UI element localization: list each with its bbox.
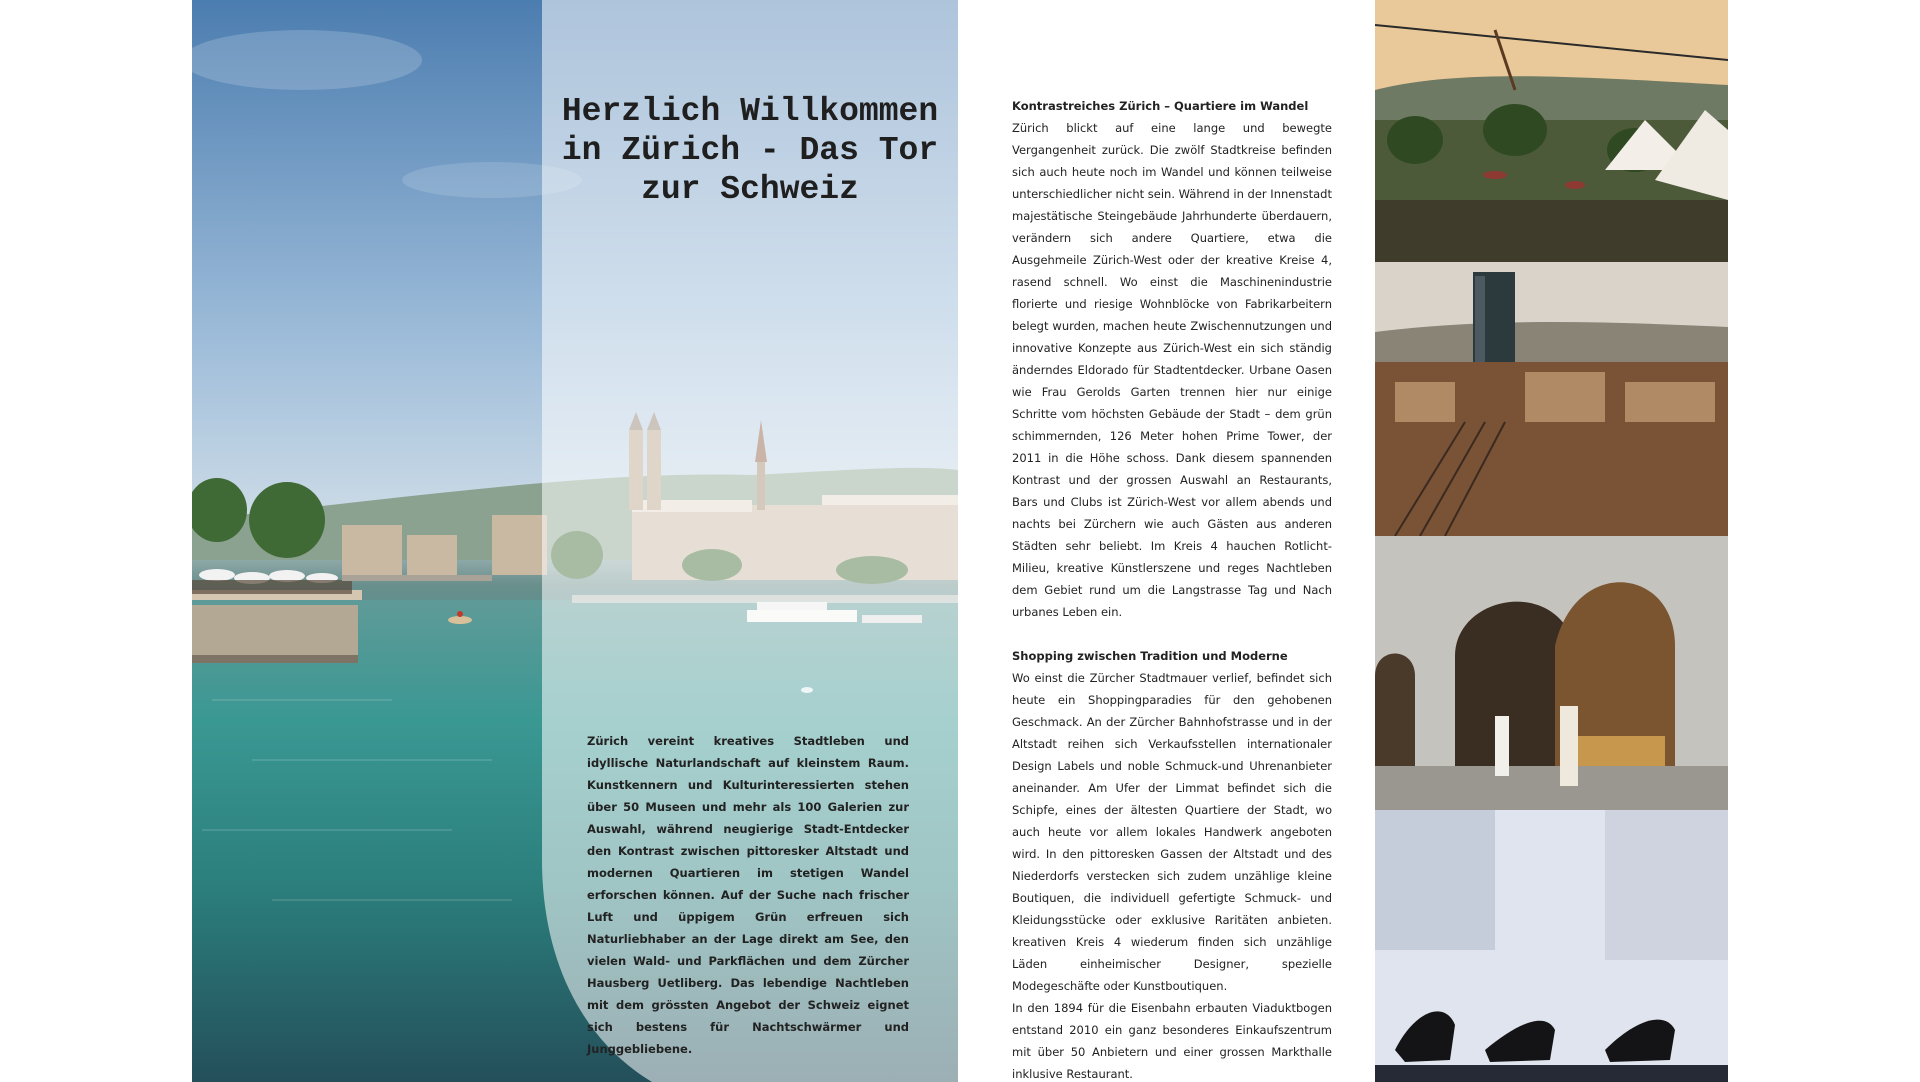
page-title: Herzlich Willkommen in Zürich - Das Tor zur Schweiz — [561, 93, 939, 208]
magazine-spread — [192, 0, 1728, 1082]
section-heading: Shopping zwischen Tradition und Moderne — [1012, 649, 1288, 663]
section-heading: Kontrastreiches Zürich – Quartiere im Wandel — [1012, 99, 1309, 113]
section-paragraph: Zürich blickt auf eine lange und bewegte Vergangenheit zurück. Die zwölf Stadtkreise befinden sich auch heute noch im Wandel und können teilweise unterschiedlicher nicht sein. Während in der Innenstadt majestätische Steingebäude Jahrhunderte überdauern, verändern sich andere Quartiere, etwa die Ausgehmeile Zürich-West oder der kreative Kreise 4, rasend schnell. Wo einst die Maschinenindustrie florierte und riesige Wohnblöcke von Fabrikarbeitern belegt wurden, machen heute Zwischennutzungen und innovative Konzepte aus Zürich-West ein sich ständig änderndes Eldorado für Stadtentdecker. Urbane Oasen wie Frau Gerolds Garten trennen hier nur einige Schritte vom höchsten Gebäude der Stadt – dem grün schimmernden, 126 Meter hohen Prime Tower, der 2011 in die Höhe schoss. Dank diesem spannenden Kontrast und der grossen Auswahl an Restaurants, Bars und Clubs ist Zürich-West vor allem abends und nachts bei Zürchern wie auch Gästen aus anderen Städten sehr beliebt. Im Kreis 4 hauchen Rotlicht-Milieu, kreative Künstlerszene und reges Nachtleben dem Gebiet rund um die Langstrasse Tag und Nach urbanes Leben ein. — [1012, 121, 1332, 619]
section-paragraph: Wo einst die Zürcher Stadtmauer verlief, befindet sich heute ein Shoppingparadies für den gehobenen Geschmack. An der Zürcher Bahnhofstrasse und in der Altstadt reihen sich Verkaufsstellen internationaler Design Labels und noble Schmuck-und Uhrenanbieter aneinander. Am Ufer der Limmat befindet sich die Schipfe, eines der ältesten Quartiere der Stadt, wo auch heute vor allem lokales Handwerk angeboten wird. In den pittoresken Gassen der Altstadt und des Niederdorfs verstecken sich zudem unzählige kleine Boutiquen, die individuell gefertigte Schmuck- und Kleidungsstücke oder exklusive Raritäten anbieten. kreativen Kreis 4 wiederum finden sich unzählige Läden einheimischer Designer, spezielle Modegeschäfte oder Kunstboutiquen. — [1012, 671, 1332, 993]
article-text — [1012, 95, 1332, 1082]
photo-column — [1375, 0, 1728, 1082]
intro-text: Zürich vereint kreatives Stadtleben und idyllische Naturlandschaft auf kleinstem Raum. Kunstkennern und Kulturinteressierten stehen über 50 Museen und mehr als 100 Galerien zur Auswahl, während neugierige Stadt-Entdecker den Kontrast zwischen pittoresker Altstadt und modernen Quartieren im stetigen Wandel erforschen können. Auf der Suche nach frischer Luft und üppigem Grün erfreuen sich Naturliebhaber an der Lage direkt am See, den vielen Wald- und Parkflächen und dem Zürcher Hausberg Uetliberg. Das lebendige Nachtleben mit dem grössten Angebot der Schweiz eignet sich bestens für Nachtschwärmer und Junggebliebene. — [587, 734, 909, 1056]
left-page — [192, 0, 958, 1082]
page-curve-mask — [1375, 0, 1728, 1082]
section-paragraph: In den 1894 für die Eisenbahn erbauten Viaduktbogen entstand 2010 ein ganz besonderes Einkaufszentrum mit über 50 Anbietern und einer grossen Markthalle inklusive Restaurant. — [1012, 1001, 1332, 1081]
right-page — [958, 0, 1728, 1082]
